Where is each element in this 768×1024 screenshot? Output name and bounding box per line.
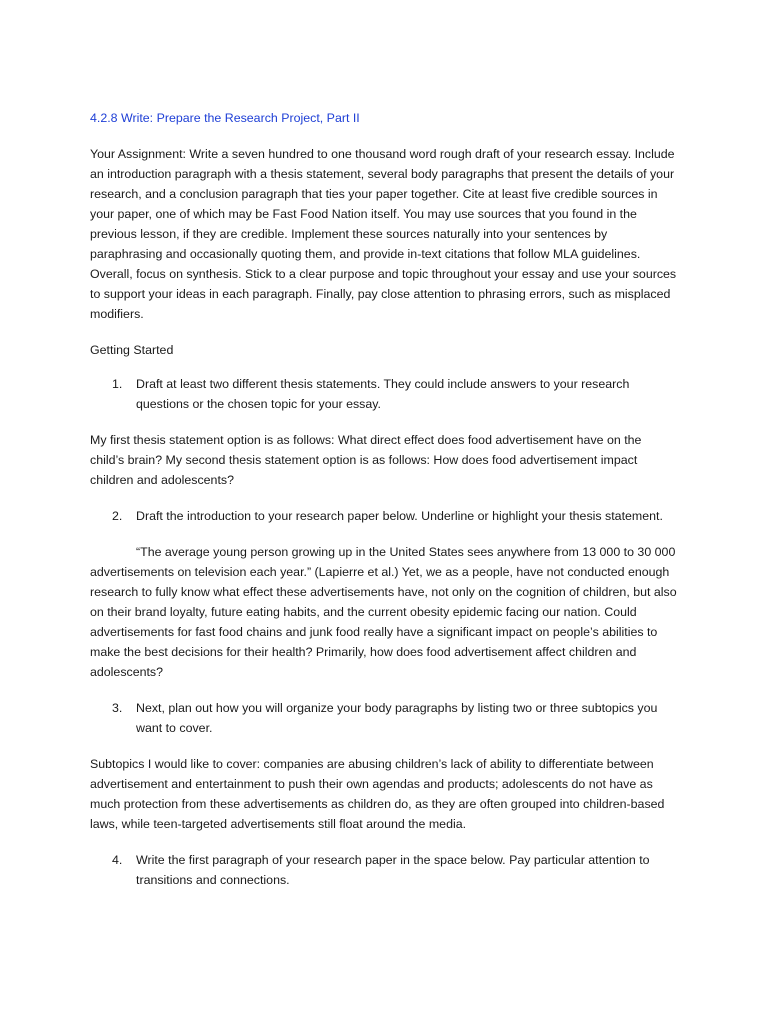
step-4-text: Write the first paragraph of your research paper in the space below. Pay particular attention to transitions and connections.	[136, 853, 650, 887]
subtopics-response: Subtopics I would like to cover: companies are abusing children’s lack of ability to differentiate between advertisement and entertainment to push their own agendas and products; adolescents do not have as much protection from these advertisements as children do, as they are often grouped into children-based laws, while teen-targeted advertisements still float around the media.	[90, 757, 665, 831]
thesis-response: My first thesis statement option is as follows: What direct effect does food advertisement have on the child’s brain? My second thesis statement option is as follows: How does food advertisement impact children and adolescents?	[90, 433, 642, 487]
intro-response: “The average young person growing up in the United States sees anywhere from 13 000 to 30 000 advertisements on television each year.” (Lapierre et al.) Yet, we as a people, have not conducted enough research to fully know what effect these advertisements have, not only on the cognition of children, but also on their brand loyalty, future eating habits, and the current obesity epidemic facing our nation. Could advertisements for fast food chains and junk food really have a significant impact on people’s abilities to make the best decisions for their health? Primarily, how does food advertisement affect children and adolescents?	[90, 545, 677, 679]
step-2-text: Draft the introduction to your research paper below. Underline or highlight your thesis statement.	[136, 509, 663, 523]
step-3-number: 3.	[112, 701, 123, 715]
assignment-paragraph: Your Assignment: Write a seven hundred to one thousand word rough draft of your research essay. Include an introduction paragraph with a thesis statement, several body paragraphs that present the details of your research, and a conclusion paragraph that ties your paper together. Cite at least five credible sources in your paper, one of which may be Fast Food Nation itself. You may use sources that you found in the previous lesson, if they are credible. Implement these sources naturally into your sentences by paraphrasing and occasionally quoting them, and provide in-text citations that follow MLA guidelines. Overall, focus on synthesis. Stick to a clear purpose and topic throughout your essay and use your sources to support your ideas in each paragraph. Finally, pay close attention to phrasing errors, such as misplaced modifiers.	[90, 147, 677, 321]
document-title: 4.2.8 Write: Prepare the Research Project, Part II	[90, 111, 360, 125]
step-1-number: 1.	[112, 377, 123, 391]
step-3	[90, 698, 678, 738]
step-4	[90, 850, 678, 890]
getting-started-heading: Getting Started	[90, 343, 174, 357]
step-1-text: Draft at least two different thesis statements. They could include answers to your research questions or the chosen topic for your essay.	[136, 377, 630, 411]
step-2	[90, 506, 678, 526]
step-1	[90, 374, 678, 414]
step-4-number: 4.	[112, 853, 123, 867]
step-3-text: Next, plan out how you will organize your body paragraphs by listing two or three subtopics you want to cover.	[136, 701, 658, 735]
step-2-number: 2.	[112, 509, 123, 523]
